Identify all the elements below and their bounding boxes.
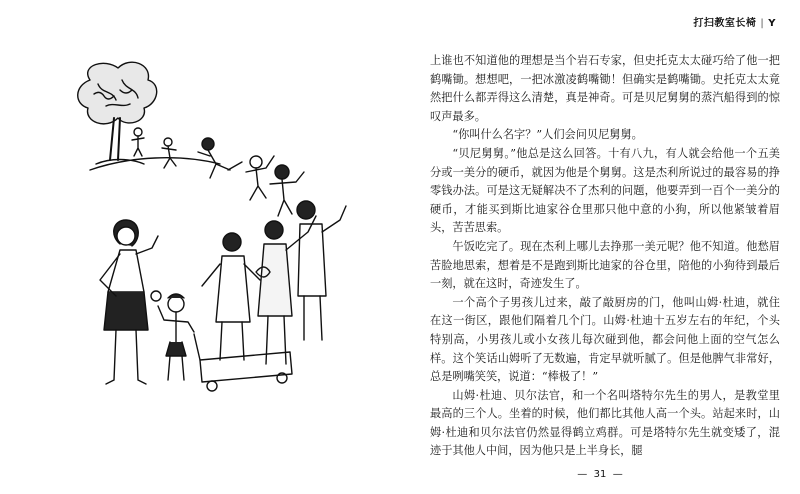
right-page <box>400 0 800 494</box>
page-number-value: 31 <box>593 469 607 480</box>
paragraph: 山姆·杜迪、贝尔法官，和一个名叫塔特尔先生的男人，是教堂里最高的三个人。坐着的时候，他们都比其他人高一个头。站起来时，山姆·杜迪和贝尔法官仍然显得鹤立鸡群。可是塔特尔先生就变矮了，混迹于其他人中间，因为他只是上半身长，腿 <box>430 388 780 458</box>
folio-dash-left: — <box>577 469 588 480</box>
running-title: 打扫教室长椅 <box>693 18 757 29</box>
running-head-mark: Y <box>768 18 776 29</box>
paragraph: “你叫什么名字？”人们会问贝尼舅舅。 <box>452 128 643 142</box>
paragraph: 一个高个子男孩儿过来，敲了敲厨房的门，他叫山姆·杜迪，就住在这一街区，跟他们隔着几个门。山姆·杜迪十五岁左右的年纪，个头特别高，小男孩儿或小女孩儿每次碰到他，都会问他上面的空气怎么样。这个笑话山姆听了无数遍，肯定早就听腻了。但是他脾气非常好，总是咧嘴笑笑，说道：“棒极了！” <box>430 295 780 384</box>
paragraph: “贝尼舅舅。”他总是这么回答。十有八九，有人就会给他一个五美分或一美分的硬币，就因为他是个舅舅。这是杰利所说过的最容易的挣零钱办法。可是这无疑解决不了杰利的问题，他要弄到一百个一美分的硬币，才能买到斯比迪家谷仓里那只他中意的小狗，所以他紧皱着眉头，苦苦思索。 <box>430 146 780 235</box>
children-playing-drawing-icon <box>60 60 360 400</box>
running-head <box>693 14 776 29</box>
paragraph: 午饭吃完了。现在杰利上哪儿去挣那一美元呢？他不知道。他愁眉苦脸地思索，想着是不是跑到斯比迪家的谷仓里，陪他的小狗待到最后一刻，就在这时，奇迹发生了。 <box>430 239 780 291</box>
folio-dash-right: — <box>612 469 623 480</box>
running-head-separator: | <box>760 18 765 29</box>
page-number <box>400 469 800 480</box>
body-text <box>430 52 780 461</box>
paragraph: 上谁也不知道他的理想是当个岩石专家，但史托克太太碰巧给了他一把鹤嘴锄。想想吧，一把冰激凌鹤嘴锄！但确实是鹤嘴锄。史托克太太竟然把什么都弄得这么清楚，真是神奇。可是贝尼舅舅的蒸汽船得到的惊叹声最多。 <box>430 54 780 123</box>
